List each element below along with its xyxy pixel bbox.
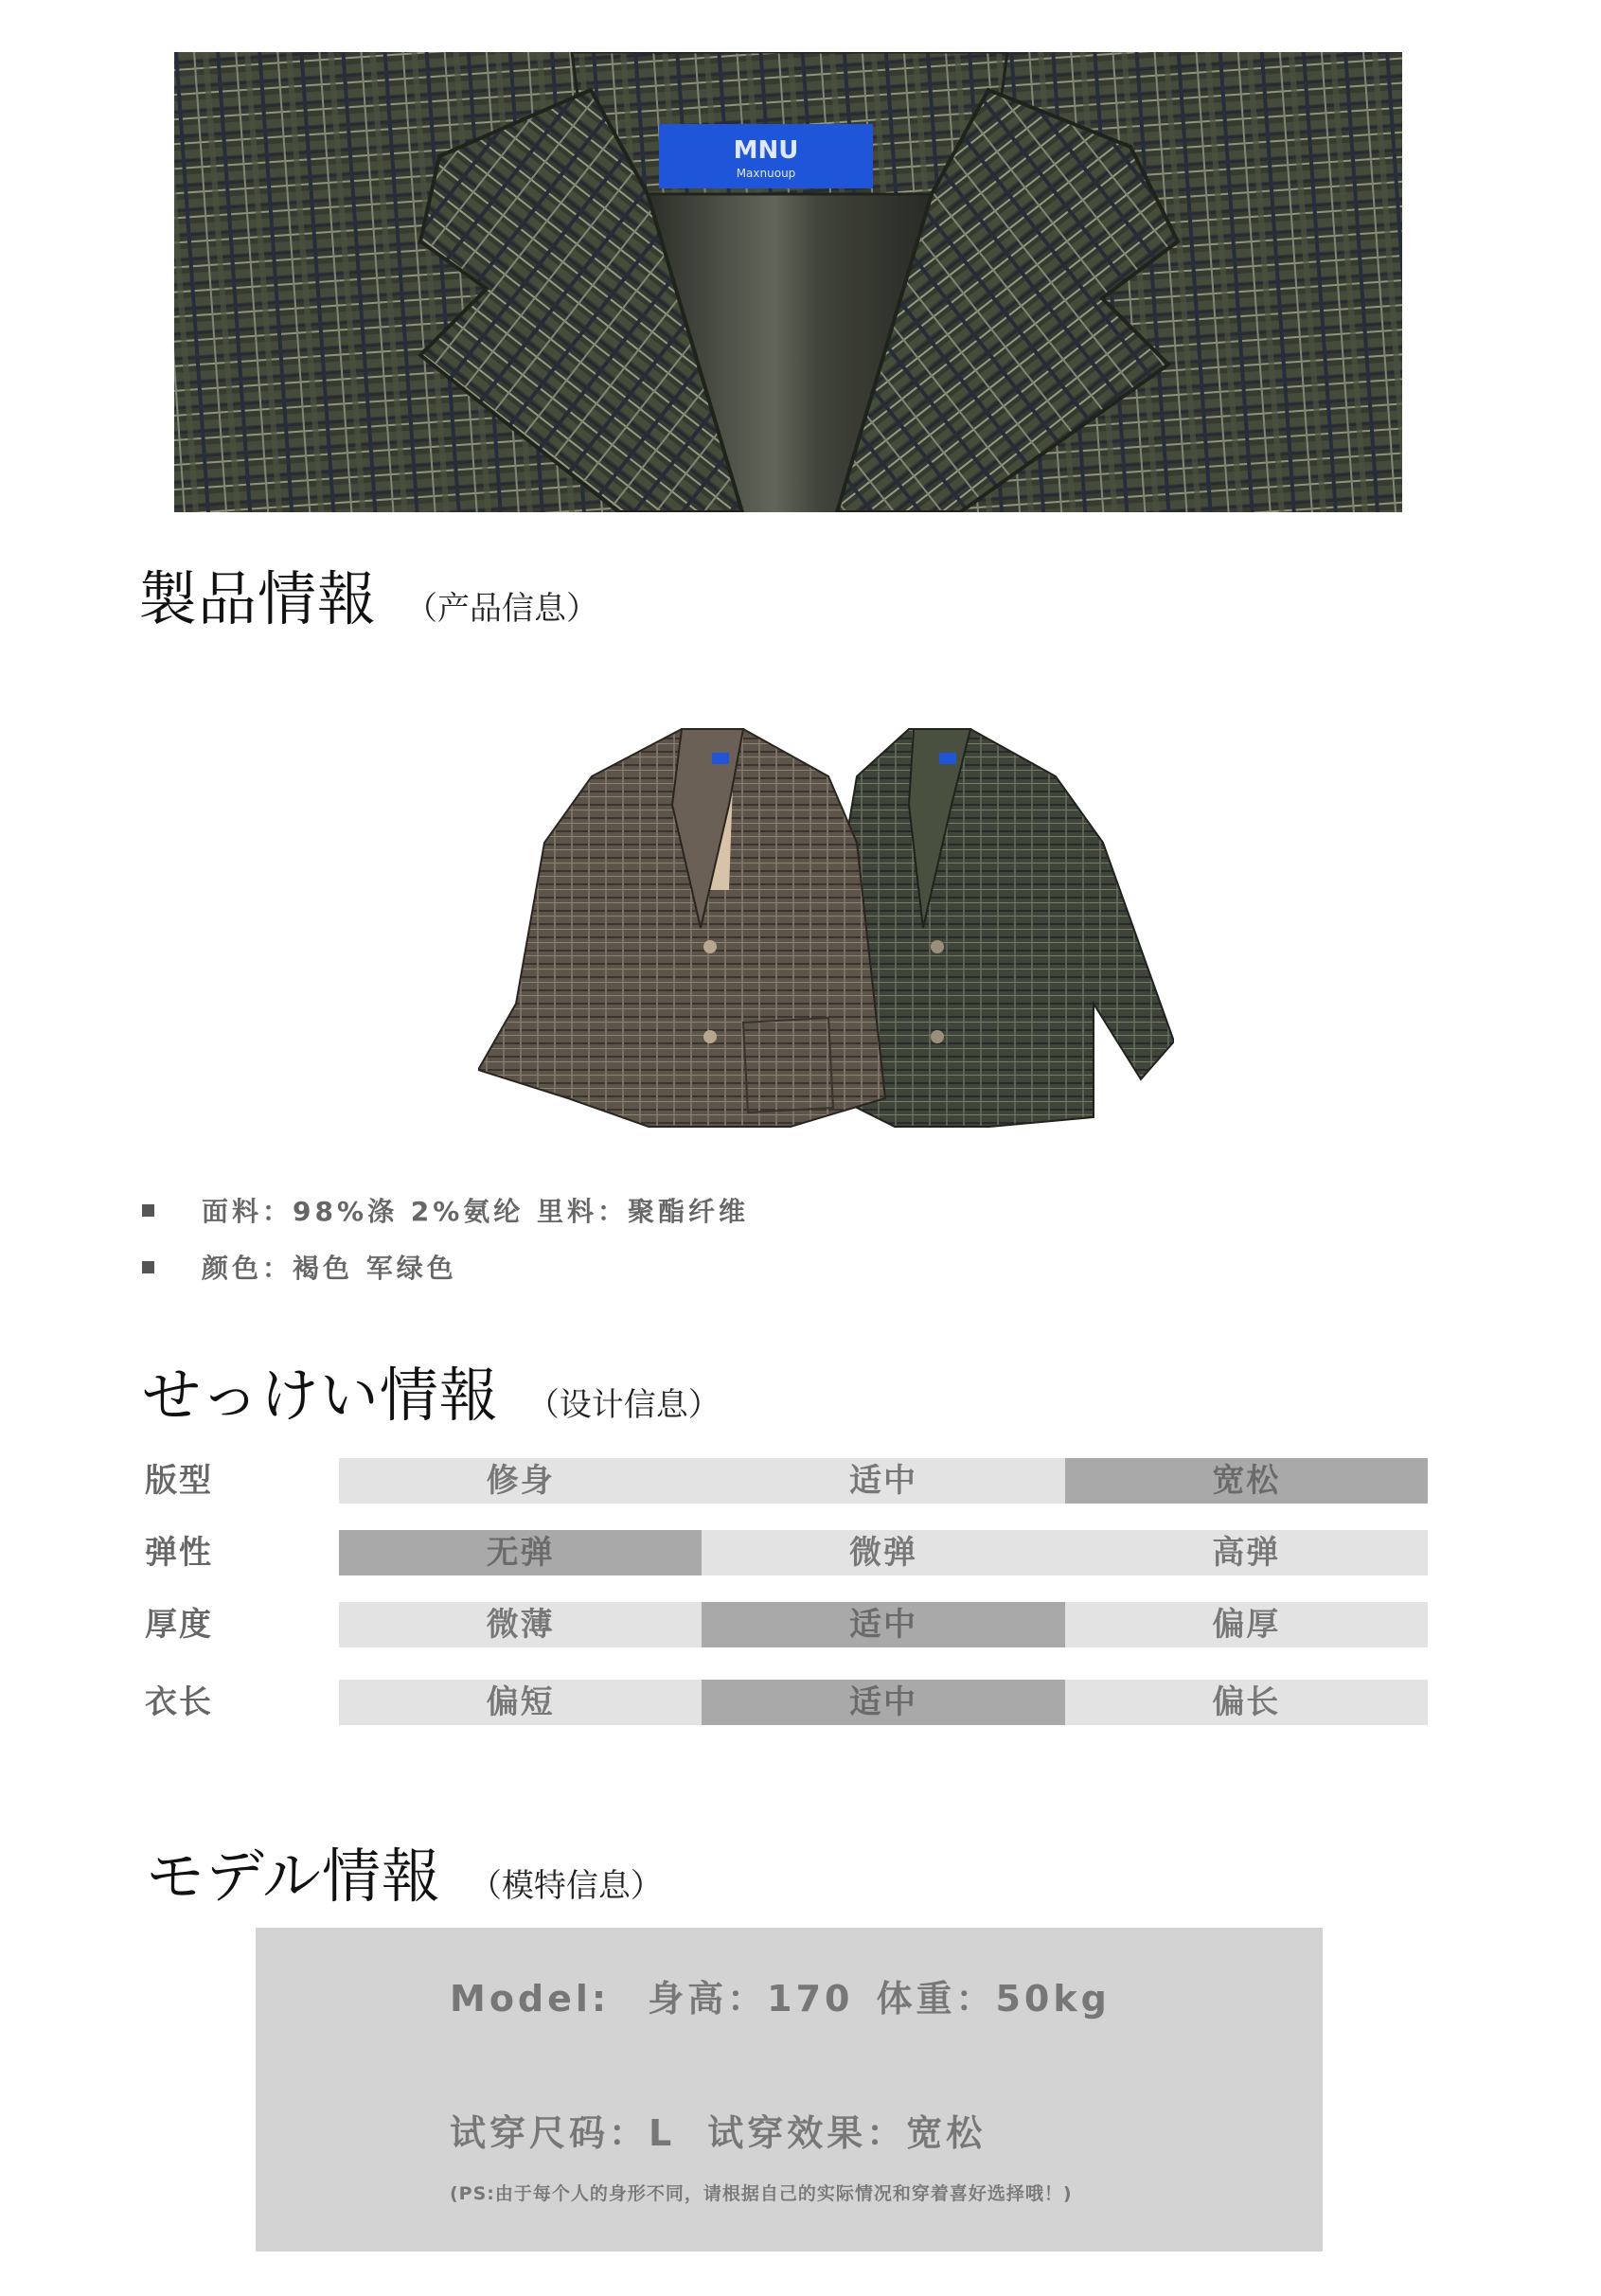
bullet-square-icon <box>142 1261 154 1273</box>
model-info-box <box>256 1928 1323 2252</box>
scale-option-selected: 宽松 <box>1065 1458 1428 1504</box>
scale-option: 微弹 <box>702 1530 1064 1575</box>
scale-option: 偏长 <box>1065 1680 1428 1725</box>
scale-option: 适中 <box>702 1458 1064 1504</box>
product-photo <box>478 720 1174 1146</box>
scale-row-length <box>142 1678 1430 1727</box>
fabric-info <box>142 1191 749 1229</box>
scale-option: 偏厚 <box>1065 1602 1428 1647</box>
model-size: 试穿尺码：L <box>450 2112 676 2154</box>
model-section-heading <box>146 1829 663 1913</box>
scale-row-label: 弹性 <box>145 1534 213 1572</box>
brand-tag-text: MNU <box>733 136 799 165</box>
model-fit-info <box>450 2104 986 2156</box>
scale-row-fit <box>142 1456 1430 1505</box>
scale-option-selected: 适中 <box>702 1680 1064 1725</box>
product-section-title: 製品情報 <box>138 564 378 633</box>
scale-row-thickness <box>142 1600 1430 1649</box>
model-height: 身高：170 <box>648 1978 854 2020</box>
design-section-title: せっけい情報 <box>142 1361 499 1430</box>
design-section-subtitle: （设计信息） <box>526 1386 720 1424</box>
model-section-subtitle: （模特信息） <box>469 1867 663 1905</box>
scale-row-elasticity <box>142 1528 1430 1577</box>
model-fit-effect: 试穿效果：宽松 <box>707 2112 987 2154</box>
collar-closeup-photo <box>174 52 1402 512</box>
brand-tag-subtext: Maxnuoup <box>736 167 796 180</box>
product-section-heading <box>138 552 598 636</box>
model-note: (PS:由于每个人的身形不同，请根据自己的实际情况和穿着喜好选择哦！) <box>450 2183 1073 2204</box>
product-section-subtitle: （产品信息） <box>405 590 599 628</box>
scale-option: 偏短 <box>339 1680 702 1725</box>
design-section-heading <box>142 1348 720 1433</box>
scale-option-selected: 无弹 <box>339 1530 702 1575</box>
color-info-text: 颜色：褐色 军绿色 <box>202 1253 457 1284</box>
color-info <box>142 1248 457 1286</box>
jackets-illustration <box>478 720 1174 1146</box>
model-label: Model: <box>450 1978 611 2020</box>
fabric-info-text: 面料：98%涤 2%氨纶 里料：聚酯纤维 <box>202 1196 750 1227</box>
scale-option-selected: 适中 <box>702 1602 1064 1647</box>
scale-option: 修身 <box>339 1458 702 1504</box>
scale-row-label: 厚度 <box>145 1606 213 1644</box>
scale-row-label: 衣长 <box>145 1683 213 1721</box>
brown-jacket <box>478 729 885 1127</box>
model-section-title: モデル情報 <box>146 1842 441 1911</box>
scale-option: 微薄 <box>339 1602 702 1647</box>
scale-row-label: 版型 <box>145 1462 213 1500</box>
model-measurements <box>450 1969 1111 2021</box>
model-weight: 体重：50kg <box>876 1978 1111 2020</box>
green-jacket <box>838 729 1174 1127</box>
bullet-square-icon <box>142 1204 154 1217</box>
scale-option: 高弹 <box>1065 1530 1428 1575</box>
collar-closeup-illustration <box>174 52 1402 512</box>
